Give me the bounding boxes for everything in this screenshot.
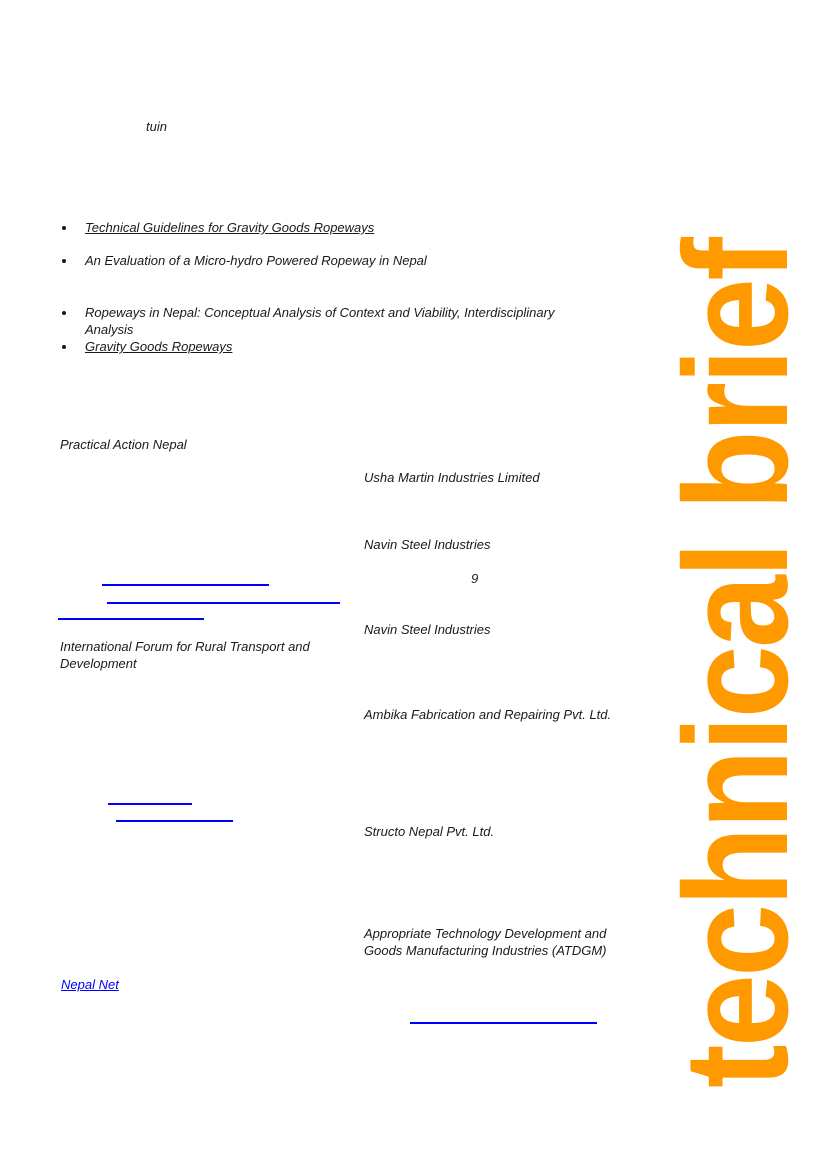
supplier-navin-steel-1: Navin Steel Industries bbox=[364, 537, 491, 552]
link-nepal-net[interactable]: Nepal Net bbox=[61, 977, 119, 992]
org-practical-action-nepal: Practical Action Nepal bbox=[60, 437, 187, 452]
bare-link-underline-2[interactable] bbox=[107, 602, 340, 604]
bare-link-underline-3[interactable] bbox=[58, 618, 204, 620]
link-technical-guidelines[interactable]: Technical Guidelines for Gravity Goods Ropeways bbox=[85, 220, 375, 235]
bare-link-underline-1[interactable] bbox=[102, 584, 269, 586]
bullet-icon bbox=[62, 259, 66, 263]
link-gravity-goods-ropeways[interactable]: Gravity Goods Ropeways bbox=[85, 339, 233, 354]
org-ifrtd: International Forum for Rural Transport and Development bbox=[60, 639, 314, 671]
bullet-item bbox=[62, 252, 427, 269]
bullet-item bbox=[62, 338, 232, 355]
bullet-icon bbox=[62, 226, 66, 230]
bullet-item bbox=[62, 219, 374, 236]
bullet-icon bbox=[62, 345, 66, 349]
supplier-usha-martin: Usha Martin Industries Limited bbox=[364, 470, 540, 485]
supplier-navin-steel-2: Navin Steel Industries bbox=[364, 622, 491, 637]
supplier-structo-nepal: Structo Nepal Pvt. Ltd. bbox=[364, 824, 495, 839]
supplier-ambika-fabrication: Ambika Fabrication and Repairing Pvt. Ltd. bbox=[364, 707, 612, 722]
intro-word: tuin bbox=[146, 119, 167, 134]
bullet-item bbox=[62, 304, 592, 338]
technical-brief-banner: technical brief bbox=[654, 239, 819, 1089]
bare-link-underline-6[interactable] bbox=[410, 1022, 597, 1024]
bullet-icon bbox=[62, 311, 66, 315]
bare-link-underline-5[interactable] bbox=[116, 820, 233, 822]
supplier-atdgm: Appropriate Technology Development and Goods Manufacturing Industries (ATDGM) bbox=[364, 926, 610, 958]
page-number: 9 bbox=[471, 571, 479, 586]
bullet-text-evaluation: An Evaluation of a Micro-hydro Powered Ropeway in Nepal bbox=[85, 253, 427, 268]
bullet-text-ropeways-analysis: Ropeways in Nepal: Conceptual Analysis of Context and Viability, Interdisciplinary Analysis bbox=[85, 305, 555, 337]
bare-link-underline-4[interactable] bbox=[108, 803, 192, 805]
